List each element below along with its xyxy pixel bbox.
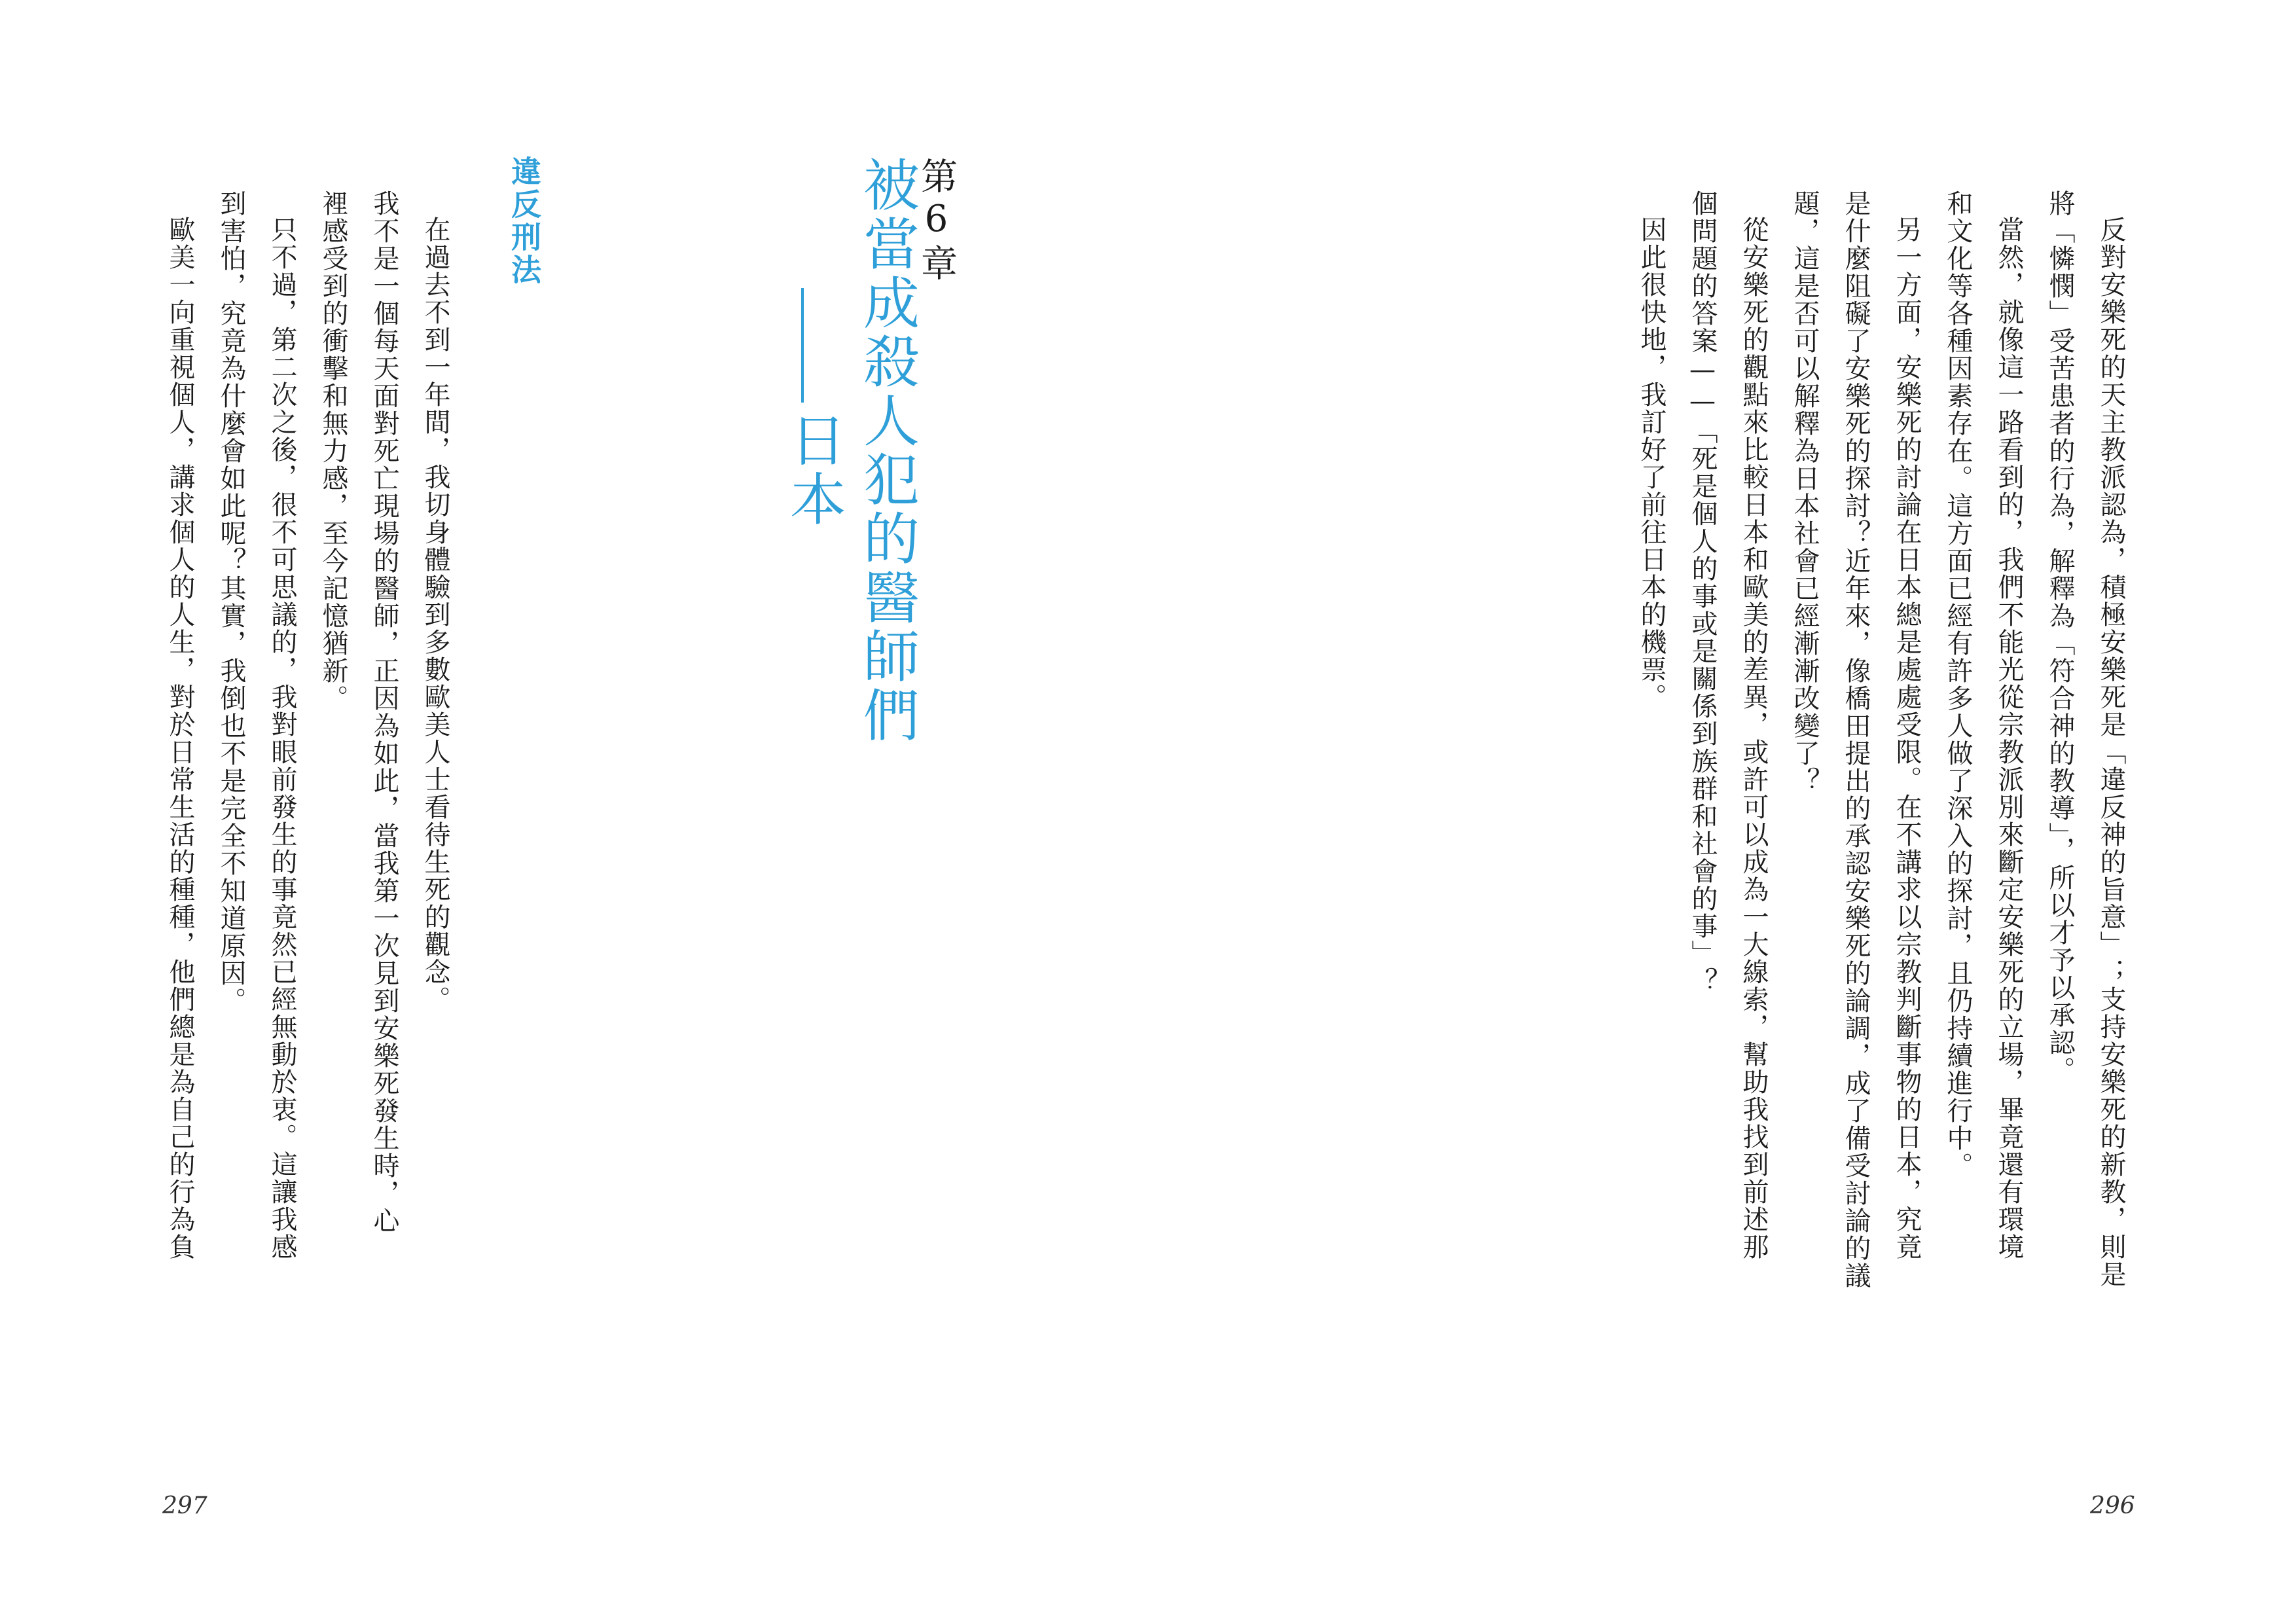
body-column: 個問題的答案——「死是個人的事或是關係到族群和社會的事」？ (1687, 190, 1718, 995)
left-page (0, 0, 1144, 1624)
body-column: 和文化等各種因素存在。這方面已經有許多人做了深入的探討，且仍持續進行中。 (1943, 190, 1973, 1180)
body-column: 只不過，第二次之後，很不可思議的，我對眼前發生的事竟然已經無動於衷。這讓我感 (267, 216, 297, 1261)
body-column: 反對安樂死的天主教派認為，積極安樂死是「違反神的旨意」；支持安樂死的新教，則是 (2096, 216, 2126, 1288)
body-column: 裡感受到的衝擊和無力感，至今記憶猶新。 (318, 190, 348, 712)
page-number: 296 (2090, 1492, 2135, 1519)
body-column: 將「憐憫」受苦患者的行為，解釋為「符合神的教導」，所以才予以承認。 (2045, 190, 2075, 1084)
body-column: 在過去不到一年間，我切身體驗到多數歐美人士看待生死的觀念。 (420, 216, 450, 1013)
body-column: 歐美一向重視個人，講求個人的人生，對於日常生活的種種，他們總是為自己的行為負 (165, 216, 195, 1261)
body-column: 到害怕，究竟為什麼會如此呢？其實，我倒也不是完全不知道原因。 (216, 190, 246, 1015)
chapter-subtitle: 日本 (780, 411, 846, 529)
body-column: 從安樂死的觀點來比較日本和歐美的差異，或許可以成為一大線索，幫助我找到前述那 (1739, 216, 1769, 1261)
chapter-title-dash (801, 288, 804, 403)
body-column: 另一方面，安樂死的討論在日本總是處處受限。在不講求以宗教判斷事物的日本，究竟 (1892, 216, 1922, 1261)
body-column: 題，這是否可以解釋為日本社會已經漸漸改變了？ (1790, 190, 1820, 795)
page-number: 297 (162, 1492, 207, 1519)
body-column: 我不是一個每天面對死亡現場的醫師，正因為如此，當我第一次見到安樂死發生時，心 (369, 190, 399, 1235)
chapter-number: 第6章 (915, 157, 958, 285)
body-column: 因此很快地，我訂好了前往日本的機票。 (1636, 216, 1667, 711)
body-column: 當然，就像這一路看到的，我們不能光從宗教派別來斷定安樂死的立場，畢竟還有環境 (1994, 216, 2024, 1261)
section-heading: 違反刑法 (507, 156, 542, 287)
right-page (1144, 0, 2289, 1624)
body-column: 是什麼阻礙了安樂死的探討？近年來，像橋田提出的承認安樂死的論調，成了備受討論的議 (1841, 190, 1871, 1290)
chapter-title: 被當成殺人犯的醫師們 (854, 156, 919, 745)
